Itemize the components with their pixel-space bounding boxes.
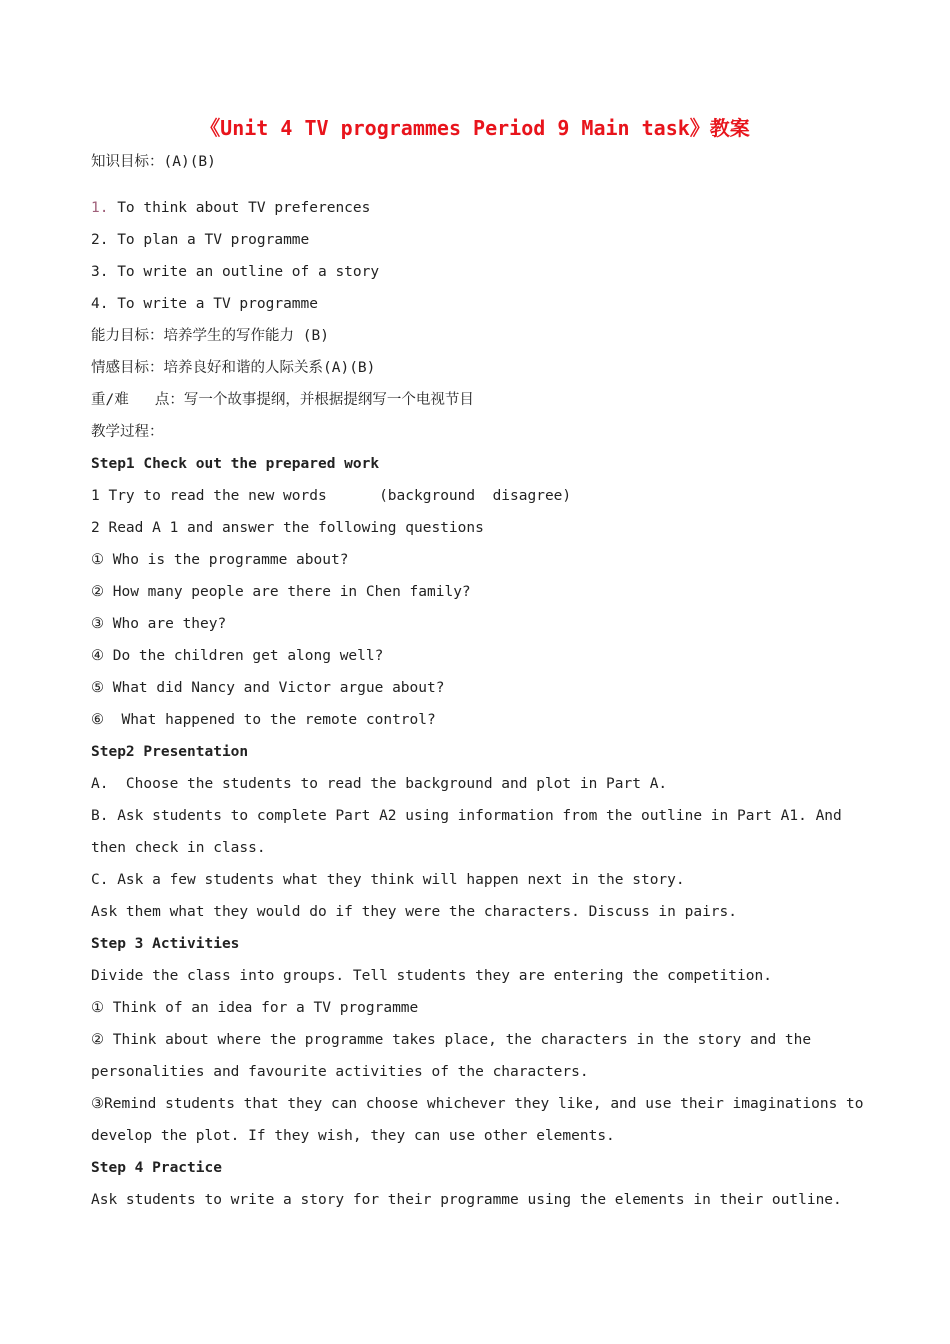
step2-item-c: C. Ask a few students what they think will happen next in the story. (91, 872, 685, 888)
objective-text: To write a TV programme (108, 296, 318, 312)
step2-heading: Step2 Presentation (91, 744, 249, 760)
step1-item: 1 Try to read the new words (background disagree) (91, 488, 572, 504)
step3-heading: Step 3 Activities (91, 936, 240, 952)
step2-item-c2: Ask them what they would do if they were the characters. Discuss in pairs. (91, 904, 738, 920)
spacer (91, 178, 871, 192)
objective-text: To plan a TV programme (108, 232, 310, 248)
objective-item (91, 192, 871, 224)
question-item: ② How many people are there in Chen family? (91, 584, 471, 600)
step2-item-a: A. Choose the students to read the background and plot in Part A. (91, 776, 668, 792)
step1-item: 2 Read A 1 and answer the following questions (91, 520, 484, 536)
question-item: ④ Do the children get along well? (91, 648, 384, 664)
objective-item (91, 224, 871, 256)
key-points: 重/难 点：写一个故事提纲，并根据提纲写一个电视节目 (91, 392, 474, 408)
question-item: ⑤ What did Nancy and Victor argue about? (91, 680, 445, 696)
activity-item: ② Think about where the programme takes place, the characters in the story and the personalities and favourite activities of the characters. (91, 1032, 820, 1080)
step1-heading: Step1 Check out the prepared work (91, 456, 380, 472)
document-body (91, 146, 871, 1216)
step2-item-b: B. Ask students to complete Part A2 using information from the outline in Part A1. And then check in class. (91, 808, 851, 856)
objective-number: 3. (91, 264, 109, 280)
objective-number: 1. (91, 200, 109, 216)
ability-goal: 能力目标：培养学生的写作能力 (B) (91, 328, 329, 344)
question-item: ⑥ What happened to the remote control? (91, 712, 436, 728)
objective-text: To write an outline of a story (108, 264, 380, 280)
question-item: ① Who is the programme about? (91, 552, 349, 568)
process-label: 教学过程： (91, 424, 164, 440)
objective-number: 4. (91, 296, 109, 312)
question-item: ③ Who are they? (91, 616, 227, 632)
step4-text: Ask students to write a story for their programme using the elements in their outline. (91, 1192, 842, 1208)
step3-intro: Divide the class into groups. Tell students they are entering the competition. (91, 968, 772, 984)
objective-text: To think about TV preferences (108, 200, 371, 216)
objective-item (91, 288, 871, 320)
objective-number: 2. (91, 232, 109, 248)
knowledge-goal: 知识目标：(A)(B) (91, 154, 216, 170)
emotion-goal: 情感目标：培养良好和谐的人际关系(A)(B) (91, 360, 376, 376)
activity-item: ③Remind students that they can choose whichever they like, and use their imaginations to develop the plot. If they wish, they can use other elements. (91, 1096, 873, 1144)
objective-item (91, 256, 871, 288)
step4-heading: Step 4 Practice (91, 1160, 222, 1176)
document-title: 《Unit 4 TV programmes Period 9 Main task》教案 (200, 116, 750, 140)
activity-item: ① Think of an idea for a TV programme (91, 1000, 419, 1016)
